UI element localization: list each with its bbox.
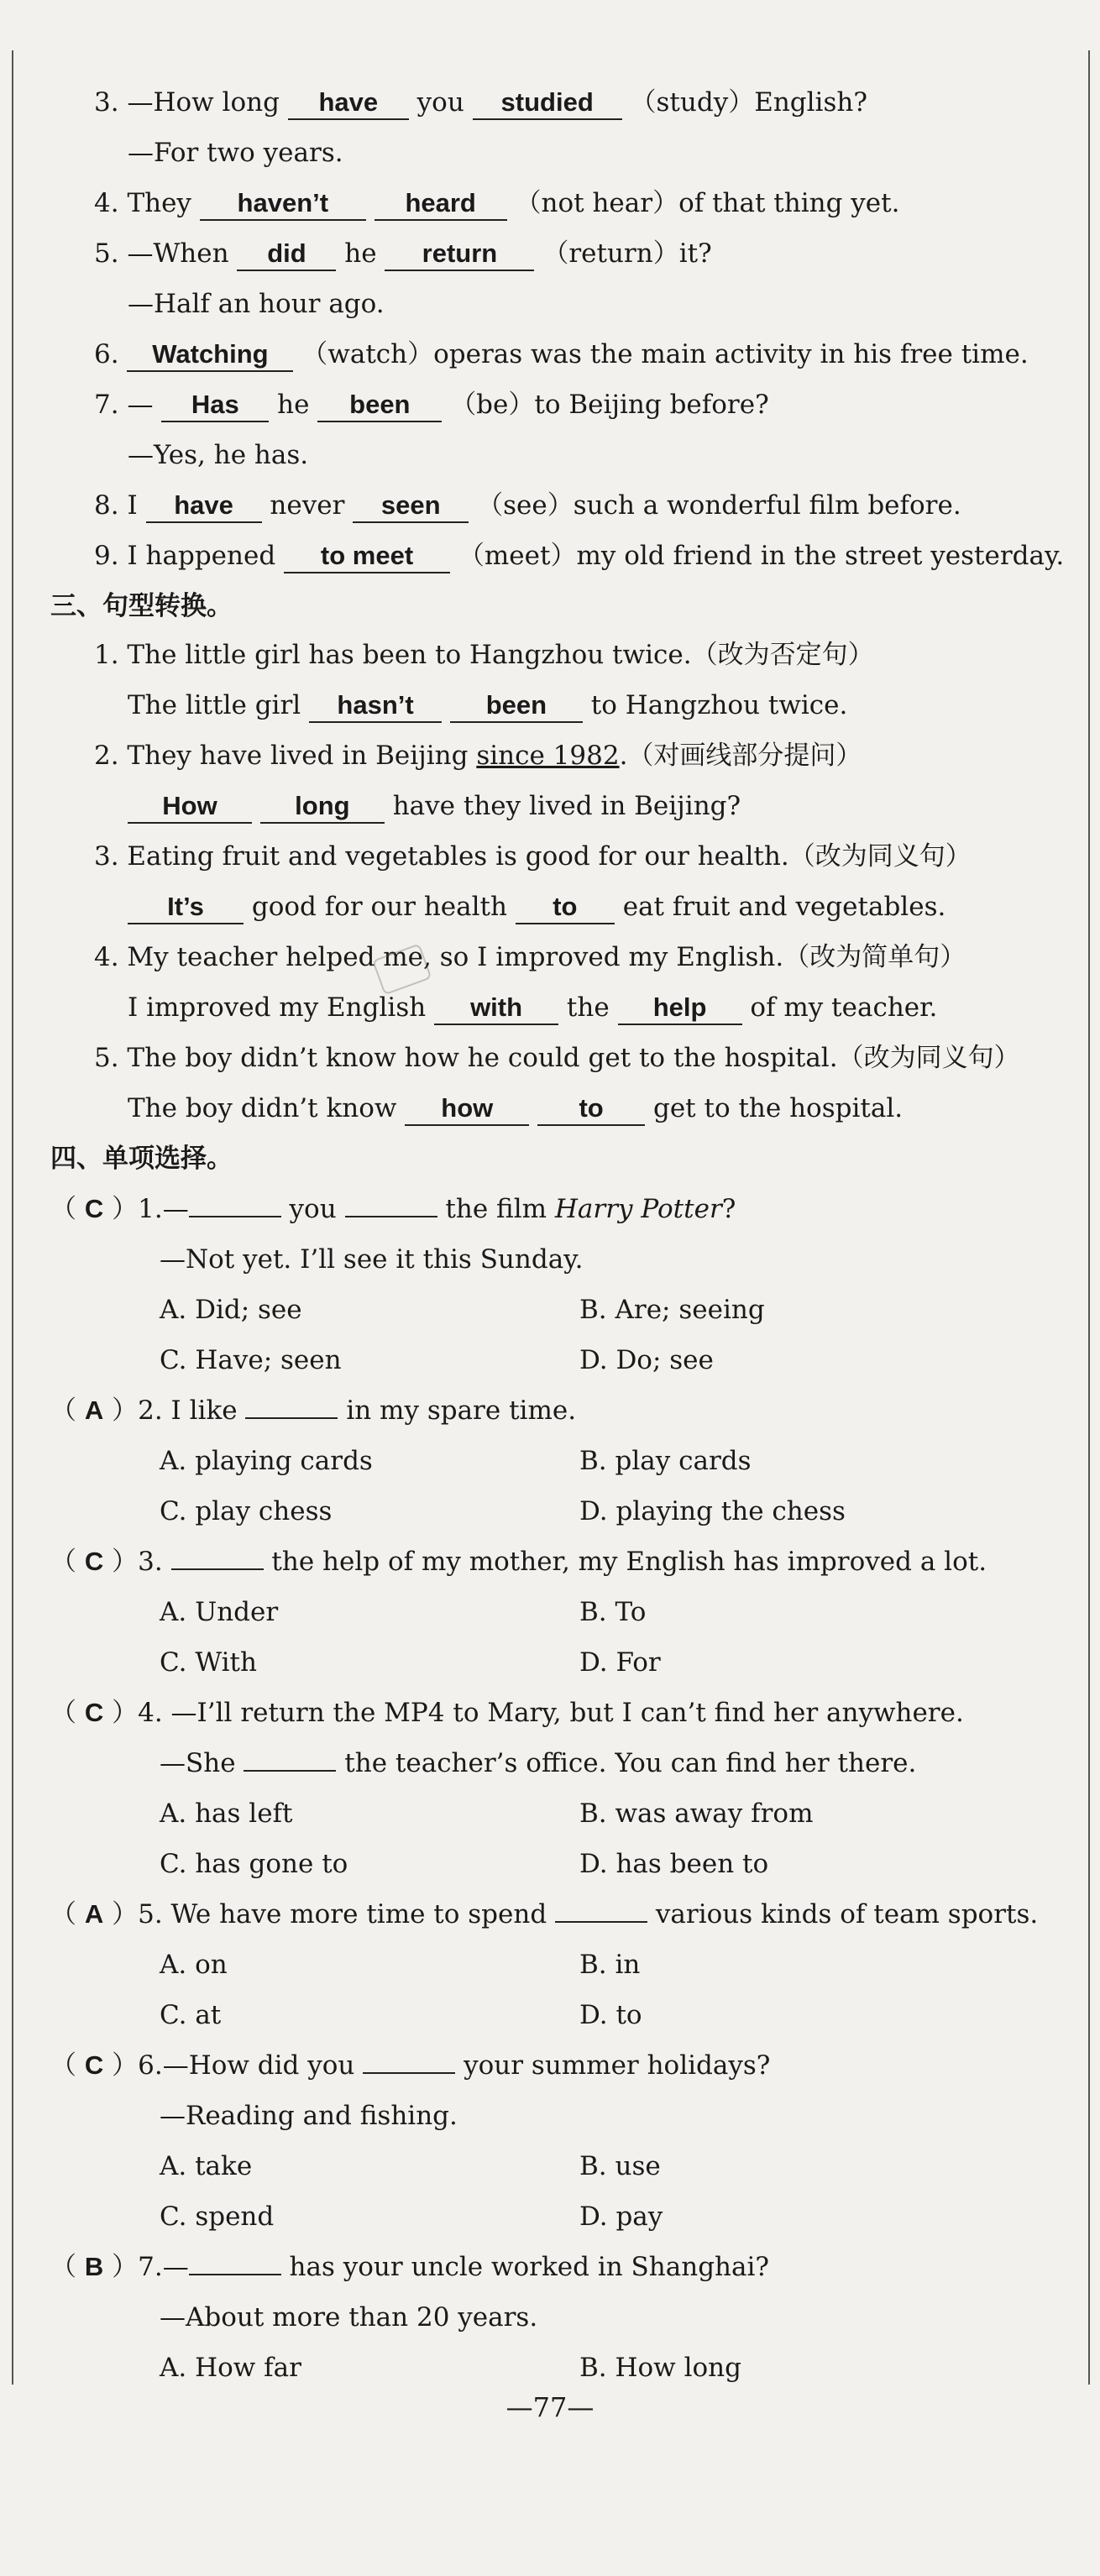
q3-3: 3. Eating fruit and vegetables is good for our health.（改为同义句） [94, 841, 972, 872]
mc-q1-option-a: A. Did; see [160, 1295, 302, 1325]
section-4-title: 四、单项选择。 [50, 1144, 233, 1174]
mc-q3-option-c: C. With [160, 1647, 257, 1678]
mc-q2-option-b: B. play cards [579, 1446, 752, 1476]
right-margin-line [1088, 50, 1090, 2385]
mc-q3-option-d: D. For [579, 1647, 661, 1678]
q2-7: 7. — Has he been （be）to Beijing before? [94, 386, 769, 423]
mc-q4-option-b: B. was away from [579, 1798, 814, 1829]
mc-q3-option-b: B. To [579, 1597, 647, 1627]
mc-q7-option-a: A. How far [160, 2353, 301, 2383]
mc-q4-reply: —She the teacher’s office. You can find her there. [160, 1745, 916, 1782]
q3-2-answer: How long have they lived in Beijing? [128, 788, 741, 825]
q2-3: 3. —How long have you studied （study）English? [94, 84, 867, 121]
q2-5-reply: —Half an hour ago. [128, 289, 385, 319]
mc-q6-option-c: C. spend [160, 2202, 275, 2232]
mc-q6-option-a: A. take [160, 2151, 253, 2181]
mc-q2-option-c: C. play chess [160, 1496, 333, 1526]
mc-q2: （ A ）2. I like in my spare time. [50, 1392, 576, 1429]
q3-1-answer: The little girl hasn’t been to Hangzhou twice. [128, 687, 847, 724]
mc-q1-option-c: C. Have; seen [160, 1345, 342, 1375]
mc-q5: （ A ）5. We have more time to spend various kinds of team sports. [50, 1896, 1038, 1933]
q3-5-answer: The boy didn’t know how to get to the hospital. [128, 1090, 903, 1127]
q2-8: 8. I have never seen （see）such a wonderful film before. [94, 487, 961, 524]
mc-q7: （ B ）7.— has your uncle worked in Shanghai? [50, 2249, 769, 2285]
q2-9: 9. I happened to meet （meet）my old friend in the street yesterday. [94, 537, 1064, 574]
q2-7-reply: —Yes, he has. [128, 440, 309, 470]
mc-q7-option-b: B. How long [579, 2353, 741, 2383]
section-3-title: 三、句型转换。 [50, 591, 233, 621]
watermark-stamp-icon [369, 945, 437, 995]
q3-1: 1. The little girl has been to Hangzhou twice.（改为否定句） [94, 640, 874, 670]
mc-q7-reply: —About more than 20 years. [160, 2302, 538, 2333]
mc-q1-option-b: B. Are; seeing [579, 1295, 765, 1325]
mc-q1-reply: —Not yet. I’ll see it this Sunday. [160, 1244, 584, 1275]
mc-q3-option-a: A. Under [160, 1597, 279, 1627]
q3-2: 2. They have lived in Beijing since 1982.（对画线部分提问） [94, 741, 862, 771]
q2-6: 6. Watching （watch）operas was the main activity in his free time. [94, 336, 1029, 373]
mc-q1-option-d: D. Do; see [579, 1345, 714, 1375]
q3-4: 4. My teacher helped me, so I improved my English.（改为简单句） [94, 942, 966, 972]
q3-3-answer: It’s good for our health to eat fruit and vegetables. [128, 888, 945, 925]
left-margin-line [12, 50, 13, 2385]
mc-q6-reply: —Reading and fishing. [160, 2101, 458, 2131]
mc-q2-option-a: A. playing cards [160, 1446, 373, 1476]
mc-q2-option-d: D. playing the chess [579, 1496, 846, 1526]
mc-q6-option-b: B. use [579, 2151, 661, 2181]
mc-q1: （ C ）1.— you the film Harry Potter? [50, 1191, 736, 1228]
q2-3-reply: —For two years. [128, 138, 343, 168]
mc-q4: （ C ）4. —I’ll return the MP4 to Mary, but I can’t find her anywhere. [50, 1698, 964, 1728]
mc-q5-option-b: B. in [579, 1950, 641, 1980]
mc-q4-option-a: A. has left [160, 1798, 293, 1829]
q3-5: 5. The boy didn’t know how he could get to the hospital.（改为同义句） [94, 1043, 1020, 1073]
mc-q5-option-a: A. on [160, 1950, 228, 1980]
q3-4-answer: I improved my English with the help of my teacher. [128, 989, 937, 1026]
mc-q5-option-c: C. at [160, 2000, 222, 2030]
mc-q4-option-c: C. has gone to [160, 1849, 348, 1879]
mc-q6-option-d: D. pay [579, 2202, 663, 2232]
mc-q6: （ C ）6.—How did you your summer holidays? [50, 2047, 770, 2084]
mc-q3: （ C ）3. the help of my mother, my English has improved a lot. [50, 1543, 987, 1580]
q2-4: 4. They haven’t heard （not hear）of that thing yet. [94, 185, 899, 222]
q2-5: 5. —When did he return （return）it? [94, 235, 712, 272]
mc-q5-option-d: D. to [579, 2000, 642, 2030]
mc-q4-option-d: D. has been to [579, 1849, 769, 1879]
page-number: —77— [505, 2391, 595, 2423]
